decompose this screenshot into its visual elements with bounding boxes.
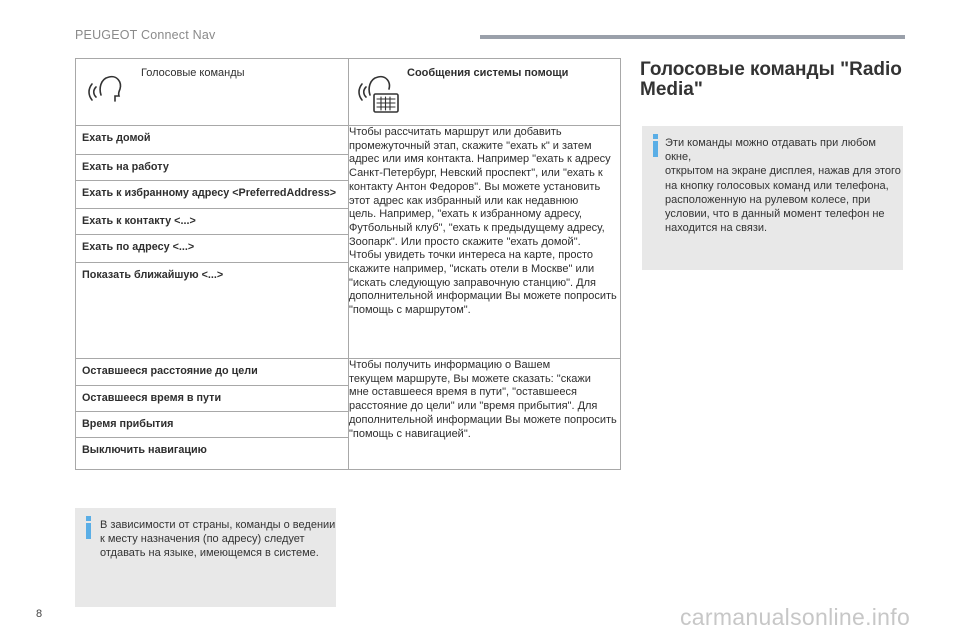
- note-line: расположенную на рулевом колесе, при: [665, 193, 871, 206]
- commands-group-route-info: [76, 359, 349, 470]
- note-line: отдавать на языке, имеющемся в системе.: [100, 547, 319, 560]
- table-header-messages: [349, 59, 621, 126]
- command-remaining-distance: Оставшееся расстояние до цели: [82, 365, 258, 377]
- response-line: "помощь с навигацией".: [349, 427, 471, 440]
- command-go-address: Ехать по адресу <...>: [76, 234, 348, 262]
- note-line: В зависимости от страны, команды о ведении: [100, 519, 336, 531]
- voice-commands-table: [75, 58, 621, 470]
- response-line: Зоопарк". Или просто скажите "ехать домой".: [349, 235, 581, 248]
- response-line: "искать следующую заправочную станцию". Для: [349, 276, 596, 289]
- note-line: открытом на экране дисплея, нажав для этого: [665, 165, 901, 178]
- note-line: условии, что в данный момент телефон не: [665, 208, 885, 221]
- commands-column-title: Голосовые команды: [141, 67, 245, 79]
- response-line: контакту Антон Федоров". Вы можете установить: [349, 180, 601, 193]
- command-arrival-time: Время прибытия: [76, 411, 348, 437]
- messages-column-title: Сообщения системы помощи: [407, 67, 569, 79]
- response-line: Чтобы получить информацию о Вашем: [349, 359, 551, 371]
- note-line: находится на связи.: [665, 222, 768, 235]
- watermark: carmanualsonline.info: [680, 604, 911, 630]
- response-line: Футбольный клуб", "ехать к предыдущему адресу,: [349, 221, 605, 234]
- commands-group-navigation: [76, 126, 349, 359]
- manual-title: PEUGEOT Connect Nav: [75, 28, 216, 42]
- section-title-line: Голосовые команды "Radio: [640, 59, 902, 80]
- response-line: цель. Например, "ехать к избранному адресу,: [349, 208, 582, 221]
- response-line: мне оставшееся время в пути", "оставшееся: [349, 386, 578, 399]
- response-line: дополнительной информации Вы можете попросить: [349, 413, 617, 426]
- note-line: Эти команды можно отдавать при любом окне,: [665, 137, 876, 164]
- info-note-radio-media: [642, 126, 903, 270]
- header-divider: [480, 35, 905, 39]
- note-line: на кнопку голосовых команд или телефона,: [665, 179, 889, 192]
- speaking-head-screen-icon: [358, 67, 402, 122]
- response-line: текущем маршруте, Вы можете сказать: "скажи: [349, 372, 591, 385]
- command-stop-navigation: Выключить навигацию: [76, 437, 348, 469]
- note-line: к месту назначения (по адресу) следует: [100, 533, 305, 546]
- response-line: "помощь с маршрутом".: [349, 304, 471, 317]
- command-go-home: Ехать домой: [82, 132, 151, 144]
- table-header-commands: [76, 59, 349, 126]
- command-show-nearest: Показать ближайшую <...>: [76, 262, 348, 358]
- command-remaining-time: Оставшееся время в пути: [76, 385, 348, 411]
- response-line: дополнительной информации Вы можете попросить: [349, 290, 617, 303]
- response-navigation: [349, 126, 621, 359]
- info-icon: [652, 134, 659, 157]
- response-line: адрес или имя контакта. Например "ехать к адресу: [349, 153, 611, 166]
- response-line: Чтобы рассчитать маршрут или добавить: [349, 126, 562, 138]
- info-icon: [85, 516, 92, 539]
- section-title: [640, 60, 910, 100]
- response-line: промежуточный этап, скажите "ехать к" и затем: [349, 139, 592, 152]
- response-route-info: [349, 359, 621, 470]
- page-number: 8: [36, 608, 43, 620]
- command-go-contact: Ехать к контакту <...>: [76, 208, 348, 234]
- command-go-work: Ехать на работу: [76, 154, 348, 180]
- response-line: Чтобы увидеть точки интереса на карте, просто: [349, 249, 593, 262]
- response-line: скажите например, "искать отели в Москве" или: [349, 263, 595, 276]
- response-line: Санкт-Петербург, Невский проспект", или "ехать к: [349, 167, 603, 180]
- section-title-line: Media": [640, 79, 703, 100]
- response-line: этот адрес как избранный или как недавнюю: [349, 194, 579, 207]
- command-go-favourite: Ехать к избранному адресу <PreferredAddress>: [76, 180, 348, 208]
- speaking-head-icon: [85, 67, 125, 112]
- info-note-language: [75, 508, 336, 607]
- response-line: расстояние до цели" или "время прибытия". Для: [349, 400, 598, 413]
